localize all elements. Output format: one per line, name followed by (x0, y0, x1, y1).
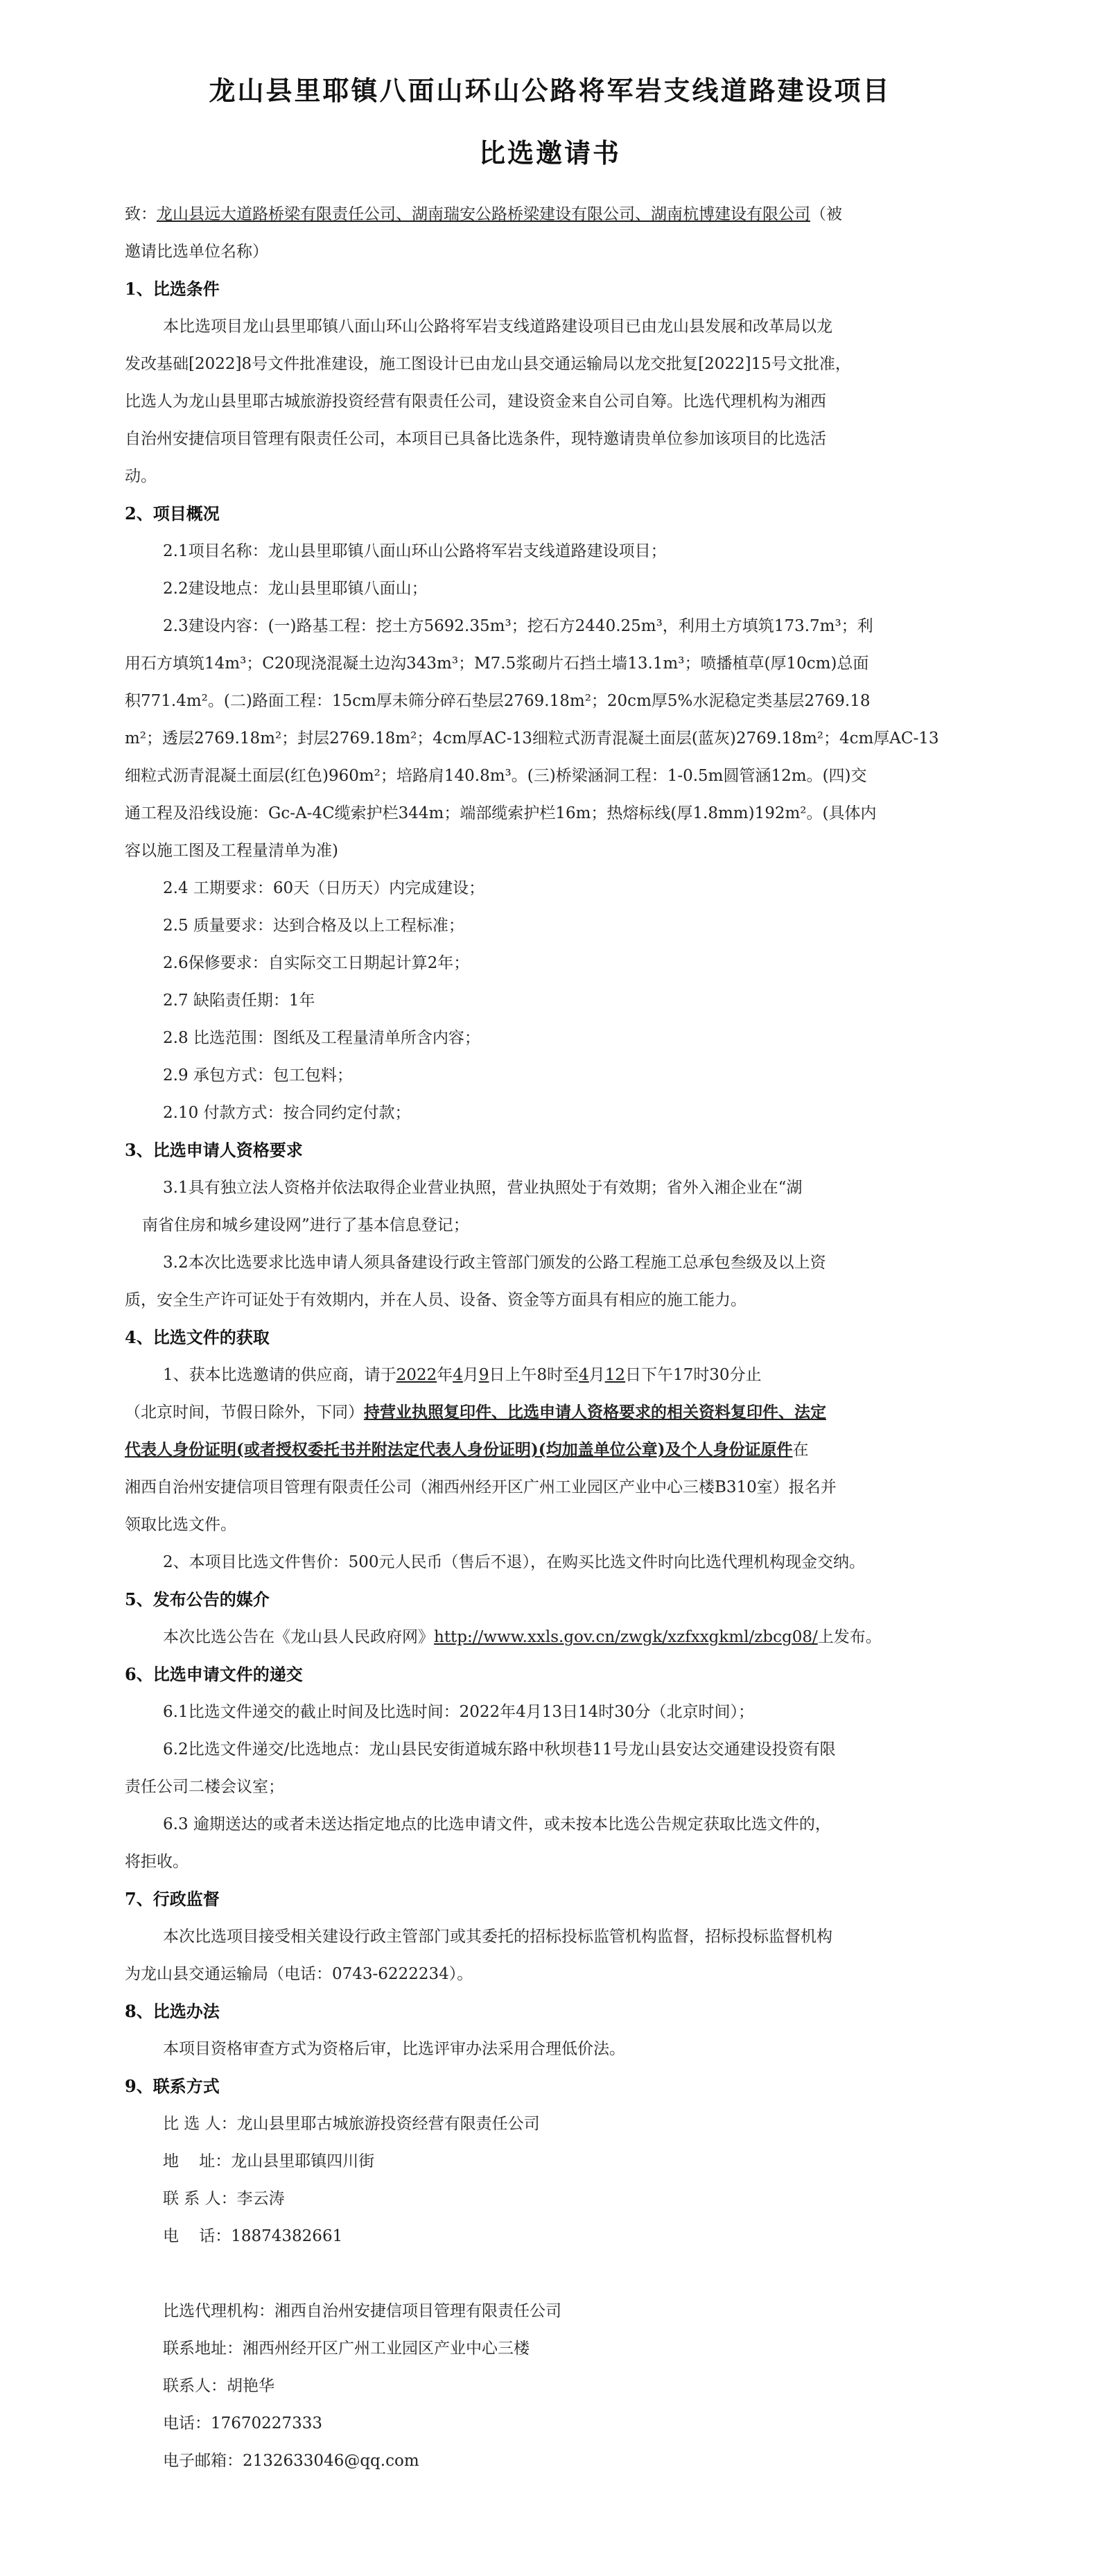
paragraph-line: 湘西自治州安捷信项目管理有限责任公司（湘西州经开区广州工业园区产业中心三楼B310室）报名并 (125, 1478, 837, 1496)
agency-address: 联系地址：湘西州经开区广州工业园区产业中心三楼 (163, 2340, 530, 2358)
month-value: 4 (453, 1366, 463, 1384)
paragraph-line: 动。 (125, 467, 157, 485)
agency-name: 比选代理机构：湘西自治州安捷信项目管理有限责任公司 (163, 2302, 561, 2320)
section-heading: 8、比选办法 (125, 2001, 220, 2021)
paragraph-line: 2、本项目比选文件售价：500元人民币（售后不退），在购买比选文件时向比选代理机构现金交纳。 (163, 1553, 866, 1571)
paragraph-line: 6.3 逾期送达的或者未送达指定地点的比选申请文件，或未按本比选公告规定获取比选文件的， (163, 1815, 831, 1833)
paragraph-line: 南省住房和城乡建设网”进行了基本信息登记； (142, 1216, 469, 1234)
text-span: 1、获本比选邀请的供应商，请于 (163, 1366, 396, 1384)
project-item: 2.5 质量要求：达到合格及以上工程标准； (163, 917, 464, 935)
paragraph-line: 6.2比选文件递交/比选地点：龙山县民安街道城东路中秋坝巷11号龙山县安达交通建设投资有限 (163, 1740, 836, 1758)
text-span: （北京时间，节假日除外，下同） (125, 1403, 364, 1421)
project-item-line: 用石方填筑14m³；C20现浇混凝土边沟343m³；M7.5浆砌片石挡土墙13.1m³；喷播植草(厚10cm)总面 (125, 655, 869, 673)
text-span: 月 (462, 1366, 479, 1384)
paragraph-line: 3.1具有独立法人资格并依法取得企业营业执照，营业执照处于有效期；省外入湘企业在“湖 (163, 1179, 803, 1197)
addressee-units: 龙山县远大道路桥梁有限责任公司、湖南瑞安公路桥梁建设有限公司、湖南杭博建设有限公司 (157, 205, 810, 223)
addressee-line (125, 196, 984, 233)
month-value: 4 (579, 1366, 589, 1384)
project-item: 2.3建设内容：(一)路基工程：挖土方5692.35m³；挖石方2440.25m³，利用土方填筑173.7m³；利 (163, 617, 873, 635)
agency-phone: 电话：17670227333 (163, 2414, 322, 2432)
publication-line (163, 1618, 1022, 1656)
text-span: 本次比选公告在《龙山县人民政府网》 (163, 1628, 434, 1646)
day-value: 12 (604, 1366, 626, 1384)
paragraph-line: 发改基础[2022]8号文件批准建设，施工图设计已由龙山县交通运输局以龙交批复[2022]15号文批准， (125, 355, 851, 373)
paragraph-line: 6.1比选文件递交的截止时间及比选时间：2022年4月13日14时30分（北京时间）； (163, 1703, 755, 1721)
project-item: 2.8 比选范围：图纸及工程量清单所含内容； (163, 1029, 480, 1047)
announcement-link[interactable]: http://www.xxls.gov.cn/zwgk/xzfxxgkml/zbcg08/ (434, 1628, 818, 1646)
contact-phone: 电 话：18874382661 (163, 2227, 343, 2245)
paragraph-line: 本次比选项目接受相关建设行政主管部门或其委托的招标投标监管机构监督，招标投标监督机构 (163, 1928, 832, 1946)
paragraph-line: 为龙山县交通运输局（电话：0743-6222234）。 (125, 1965, 473, 1983)
paragraph-line: 将拒收。 (125, 1853, 189, 1871)
paragraph-line: 本比选项目龙山县里耶镇八面山环山公路将军岩支线道路建设项目已由龙山县发展和改革局以龙 (163, 318, 832, 336)
project-item: 2.2建设地点：龙山县里耶镇八面山； (163, 580, 428, 598)
paragraph-line: 领取比选文件。 (125, 1516, 236, 1534)
required-documents: 持营业执照复印件、比选申请人资格要求的相关资料复印件、法定 (364, 1403, 826, 1421)
year-value: 2022 (396, 1366, 437, 1384)
contact-purchaser: 比 选 人：龙山县里耶古城旅游投资经营有限责任公司 (163, 2115, 540, 2133)
day-value: 9 (478, 1366, 489, 1384)
paragraph-line: 自治州安捷信项目管理有限责任公司，本项目已具备比选条件，现特邀请贵单位参加该项目的比选活 (125, 430, 826, 448)
section-heading: 4、比选文件的获取 (125, 1327, 270, 1347)
project-item: 2.4 工期要求：60天（日历天）内完成建设； (163, 879, 485, 897)
paragraph-line: 3.2本次比选要求比选申请人须具备建设行政主管部门颁发的公路工程施工总承包叁级及以上资 (163, 1254, 826, 1272)
project-item: 2.10 付款方式：按合同约定付款； (163, 1104, 411, 1122)
project-item-line: 细粒式沥青混凝土面层(红色)960m²；培路肩140.8m³。(三)桥梁涵洞工程：1-0.5m圆管涵12m。(四)交 (125, 767, 867, 785)
section-heading: 2、项目概况 (125, 503, 220, 524)
project-item: 2.7 缺陷责任期：1年 (163, 992, 315, 1010)
agency-contact: 联系人：胡艳华 (163, 2377, 274, 2395)
acquisition-requirement-line (125, 1431, 984, 1469)
paragraph-line: 质，安全生产许可证处于有效期内，并在人员、设备、资金等方面具有相应的施工能力。 (125, 1291, 747, 1309)
paragraph-line: 本项目资格审查方式为资格后审，比选评审办法采用合理低价法。 (163, 2040, 625, 2058)
section-heading: 1、比选条件 (125, 279, 220, 299)
project-item-line: m²；透层2769.18m²；封层2769.18m²；4cm厚AC-13细粒式沥青混凝土面层(蓝灰)2769.18m²；4cm厚AC-13 (125, 729, 939, 747)
text-span: 日下午17时30分止 (625, 1366, 762, 1384)
project-item-line: 容以施工图及工程量清单为准) (125, 842, 338, 860)
contact-person: 联 系 人：李云涛 (163, 2190, 285, 2208)
document-title: 龙山县里耶镇八面山环山公路将军岩支线道路建设项目 (209, 75, 891, 106)
acquisition-time-line (163, 1356, 1022, 1394)
text-span: 上发布。 (817, 1628, 882, 1646)
section-heading: 5、发布公告的媒介 (125, 1589, 270, 1609)
text-span: 在 (792, 1441, 809, 1459)
contact-address: 地 址：龙山县里耶镇四川街 (163, 2152, 375, 2170)
section-heading: 6、比选申请文件的递交 (125, 1664, 303, 1684)
document-subtitle: 比选邀请书 (478, 137, 621, 168)
acquisition-requirement-line (125, 1394, 984, 1431)
addressee-suffix: （被 (810, 205, 842, 223)
project-item-line: 积771.4m²。(二)路面工程：15cm厚未筛分碎石垫层2769.18m²；20cm厚5%水泥稳定类基层2769.18 (125, 692, 871, 710)
project-item: 2.6保修要求：自实际交工日期起计算2年； (163, 954, 470, 972)
project-item: 2.1项目名称：龙山县里耶镇八面山环山公路将军岩支线道路建设项目； (163, 542, 667, 560)
text-span: 月 (588, 1366, 605, 1384)
addressee-prefix: 致： (125, 205, 157, 223)
project-item: 2.9 承包方式：包工包料； (163, 1066, 353, 1084)
section-heading: 7、行政监督 (125, 1889, 220, 1909)
project-item-line: 通工程及沿线设施：Gc-A-4C缆索护栏344m；端部缆索护栏16m；热熔标线(厚1.8mm)192m²。(具体内 (125, 804, 877, 822)
addressee-note: 邀请比选单位名称） (125, 243, 268, 261)
agency-email: 电子邮箱：2132633046@qq.com (163, 2452, 419, 2470)
paragraph-line: 责任公司二楼会议室； (125, 1778, 284, 1796)
text-span: 日上午8时至 (489, 1366, 579, 1384)
required-documents: 代表人身份证明(或者授权委托书并附法定代表人身份证明)(均加盖单位公章)及个人身份证原件 (125, 1440, 793, 1459)
section-heading: 9、联系方式 (125, 2076, 220, 2096)
text-span: 年 (437, 1366, 453, 1384)
section-heading: 3、比选申请人资格要求 (125, 1140, 303, 1160)
paragraph-line: 比选人为龙山县里耶古城旅游投资经营有限责任公司，建设资金来自公司自筹。比选代理机构为湘西 (125, 392, 826, 410)
